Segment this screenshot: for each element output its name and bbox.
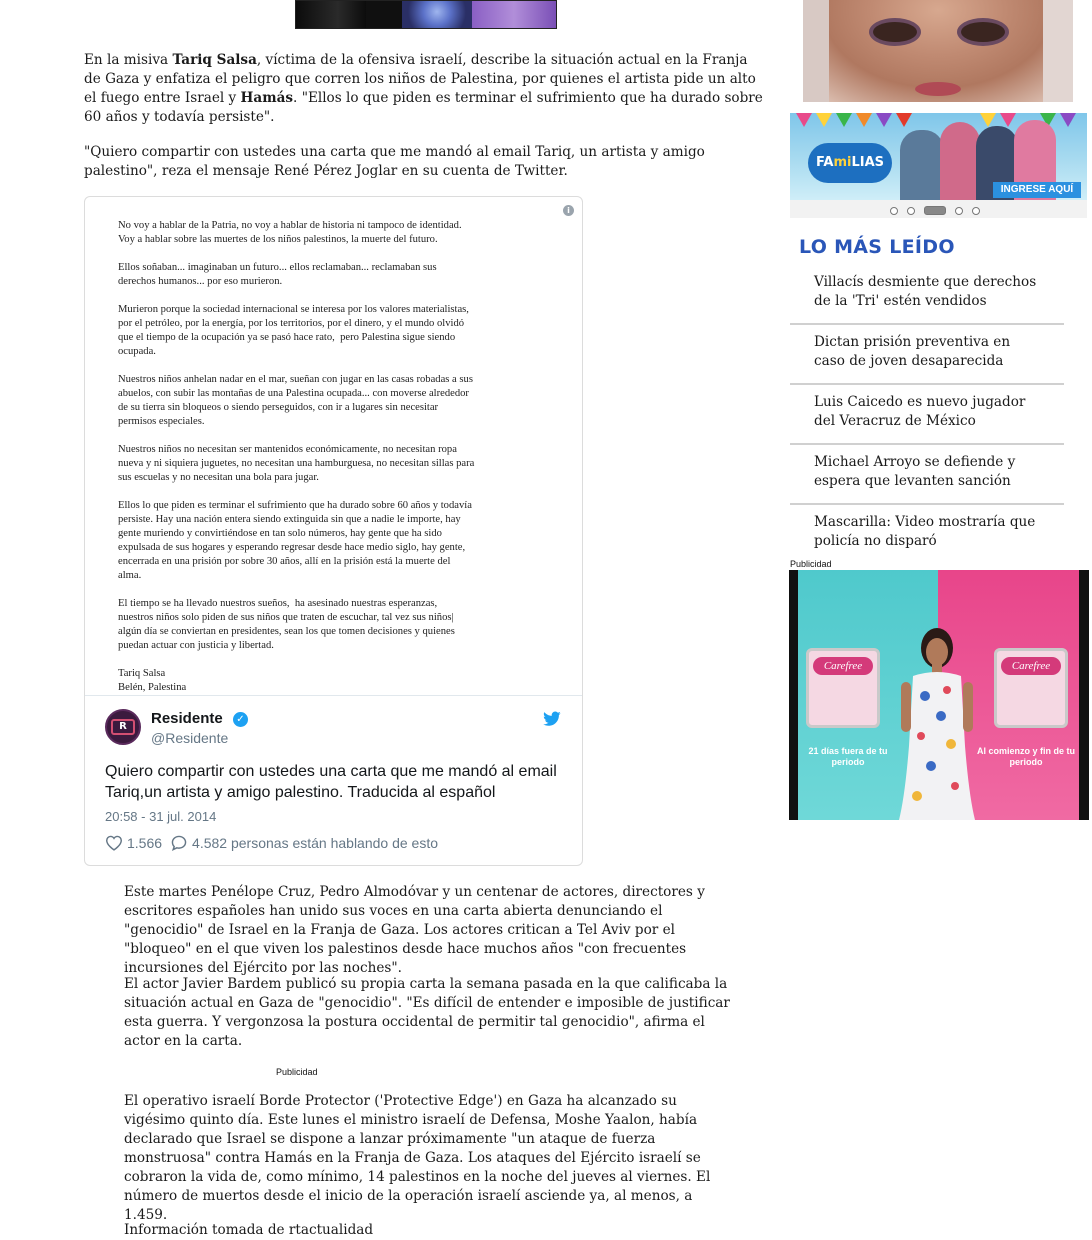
bunting-flag (980, 113, 996, 127)
enter-here-button[interactable]: INGRESE AQUÍ (993, 182, 1081, 198)
avatar[interactable] (105, 709, 141, 745)
most-read-link[interactable]: Luis Caicedo es nuevo jugador del Veracruz de México (814, 394, 1026, 429)
bunting-flag (836, 113, 852, 127)
advertising-label: Publicidad (276, 1067, 318, 1077)
most-read-link[interactable]: Michael Arroyo se defiende y espera que levanten sanción (814, 454, 1016, 489)
article-paragraph-2: "Quiero compartir con ustedes una carta que me mandó al email Tariq, un artista y amigo palestino", reza el mensaje René Pérez Joglar en su cuenta de Twitter. (84, 144, 705, 179)
talking-count[interactable]: 4.582 personas están hablando de esto (192, 835, 439, 851)
article-paragraph-5: El operativo israelí Borde Protector ('Protective Edge') en Gaza ha alcanzado su vigésimo quinto día. Este lunes el ministro israelí de Defensa, Moshe Yaalon, había declarado que Israel se dispone a lanzar próximamente "un ataque de fuerza monstruosa" contra Hamás en la Franja de Gaza. Los ataques del Ejército israelí se cobraron la vida de, como mínimo, 14 palestinos en la noche del jueves al viernes. El número de muertos desde el inicio de la operación israelí asciende ya, al menos, a 1.459. (124, 1093, 711, 1223)
p1-hamas: Hamás (240, 90, 294, 106)
comment-bubble-icon[interactable] (170, 835, 188, 851)
bunting-flag (856, 113, 872, 127)
p1-text-a: En la misiva (84, 52, 173, 68)
most-read-item[interactable] (790, 453, 1064, 505)
p1-text-c: . "Ellos lo que piden es terminar el sufrimiento que ha durado sobre 60 años y todavía persiste". (84, 90, 763, 125)
carousel-dot-active[interactable] (924, 206, 946, 215)
tweet-text: Quiero compartir con ustedes una carta que me mandó al email Tariq,un artista y amigo palestino. Traducida al español (105, 763, 557, 801)
tweet-author-name[interactable]: Residente (151, 710, 223, 727)
most-read-item[interactable] (790, 273, 1064, 325)
phone-image-edge (366, 1, 402, 28)
carousel-dot[interactable] (972, 207, 980, 215)
verified-badge-icon: ✓ (233, 712, 248, 727)
embedded-tweet[interactable] (84, 196, 583, 866)
carefree-video-ad[interactable] (789, 570, 1089, 820)
bunting-flag (1060, 113, 1076, 127)
logo-part: FA (815, 155, 834, 170)
p1-text-b: , víctima de la ofensiva israelí, describe la situación actual en la Franja de Gaza y enfatiza el peligro que corren los niños de Palestina, por quienes el artista pide un alto el fuego entre Israel y (84, 52, 756, 106)
product-brand: Carefree (1001, 657, 1061, 675)
article-paragraph-3: Este martes Penélope Cruz, Pedro Almodóvar y un centenar de actores, directores y escritores españoles han unido sus voces en una carta abierta denunciando el "genocidio" de Israel en la Franja de Gaza. Los actores critican a Tel Aviv por el "bloqueo" en el que viven los palestinos desde hace muchos años "con frecuentes incursiones del Ejército por las noches". (124, 884, 705, 976)
logo-part: LIAS (851, 155, 884, 170)
product-box (994, 648, 1068, 728)
bunting-flag (896, 113, 912, 127)
article-paragraph-1 (84, 51, 764, 127)
familias-ad-banner[interactable] (790, 113, 1087, 202)
ad-eye-left (873, 22, 917, 42)
phone-image-purple (472, 1, 556, 28)
most-read-link[interactable]: Dictan prisión preventiva en caso de joven desaparecida (814, 334, 1011, 369)
like-count[interactable]: 1.566 (127, 835, 163, 851)
top-phone-ad[interactable] (295, 0, 557, 29)
tweet-actions (105, 835, 438, 851)
bunting-flag (816, 113, 832, 127)
ad-lips (915, 82, 961, 96)
ad-eye-right (961, 22, 1005, 42)
carousel-dot[interactable] (907, 207, 915, 215)
tweet-letter-image[interactable] (85, 197, 582, 696)
ad-bg-right (1043, 0, 1073, 102)
carousel-dots (890, 206, 989, 215)
letter-text: No voy a hablar de la Patria, no voy a hablar de historia ni tampoco de identidad. Voy a hablar sobre las muertes de los niños palestinos, la muerte del futuro. Ellos soñaban... imaginaban un futuro... ellos reclamaban... reclamaban sus derechos humanos... por eso murieron. Murieron porque la sociedad internacional se interesa por los valores materialistas, por el petróleo, por la energía, por los territorios, por el dinero, y el mundo olvidó que el tiempo de la ocupación ya se pasó hace rato, pero Palestina sigue siendo ocupada. Nuestros niños anhelan nadar en el mar, sueñan con jugar en las casas robadas a sus abuelos, con subir las montañas de una Palestina ocupada... con moverse alrededor de su tierra sin bloqueos o siendo perseguidos, con ir a lugares sin necesitar permisos especiales. Nuestros niños no necesitan ser mantenidos económicamente, no necesitan ropa nueva y ni siquiera juguetes, no necesitan una hamburguesa, no necesitan sillas para sus escuelas y no necesitan una bola para jugar. Ellos lo que piden es terminar el sufrimiento que ha durado sobre 60 años y todavía persiste. Hay una nación entera siendo extinguida sin que a nadie le importe, hay gente muriendo y convirtiéndose en tan solo números, hay gente que ha sido expulsada de sus hogares y esperando regresar desde hace medio siglo, hay gente, encerrada en una prisión por sobre 30 años, allí en la prisión está la muerte del alma. El tiempo se ha llevado nuestros sueños, ha asesinado nuestras esperanzas, nuestros niños solo piden de sus niños que traten de escuchar, tal vez sus niños| algún día se conviertan en presidentes, sean los que tomen decisiones y quienes puedan actuar con justicia y libertad. Tariq Salsa Belén, Palestina (118, 220, 475, 693)
ad-person (940, 122, 980, 200)
bunting-flag (876, 113, 892, 127)
most-read-item[interactable] (790, 333, 1064, 385)
ad-caption-left: 21 días fuera de tu periodo (808, 746, 888, 767)
tweet-date[interactable]: 20:58 - 31 jul. 2014 (105, 809, 217, 824)
most-read-link[interactable]: Villacís desmiente que derechos de la 'Tri' estén vendidos (814, 274, 1037, 309)
ad-model-figure (895, 626, 979, 820)
phone-image-dark (296, 1, 366, 28)
most-read-link[interactable]: Mascarilla: Video mostraría que policía no disparó (814, 514, 1036, 549)
bunting-flag (1000, 113, 1016, 127)
beauty-ad-image[interactable] (803, 0, 1073, 102)
ad-bg-left (803, 0, 829, 102)
avatar-logo: R (111, 719, 135, 735)
info-icon[interactable]: i (563, 205, 574, 216)
tweet-author-handle[interactable]: @Residente (151, 730, 229, 746)
p1-name-tariq: Tariq Salsa (172, 52, 257, 68)
product-brand: Carefree (813, 657, 873, 675)
article-paragraph-4: El actor Javier Bardem publicó su propia carta la semana pasada en la que calificaba la situación actual en Gaza de "genocidio". "Es difícil de entender e imposible de justificar esta guerra. Y vergonzosa la postura occidental de permitir tal genocidio", afirma el actor en la carta. (124, 976, 730, 1049)
heart-icon[interactable] (105, 835, 123, 851)
article-source: Información tomada de rtactualidad (124, 1222, 374, 1238)
product-box (806, 648, 880, 728)
bunting-flag (796, 113, 812, 127)
most-read-item[interactable] (790, 393, 1064, 445)
most-read-heading: LO MÁS LEÍDO (799, 236, 955, 258)
most-read-item[interactable] (790, 513, 1064, 555)
ad-caption-right: Al comienzo y fin de tu periodo (976, 746, 1075, 767)
carousel-dot[interactable] (955, 207, 963, 215)
familias-logo (808, 143, 892, 183)
sidebar-ad-label: Publicidad (790, 559, 832, 569)
logo-part: mi (833, 155, 852, 170)
twitter-bird-icon[interactable] (543, 711, 561, 727)
phone-image-blue (402, 1, 472, 28)
ad-person (900, 130, 944, 200)
carousel-dot[interactable] (890, 207, 898, 215)
